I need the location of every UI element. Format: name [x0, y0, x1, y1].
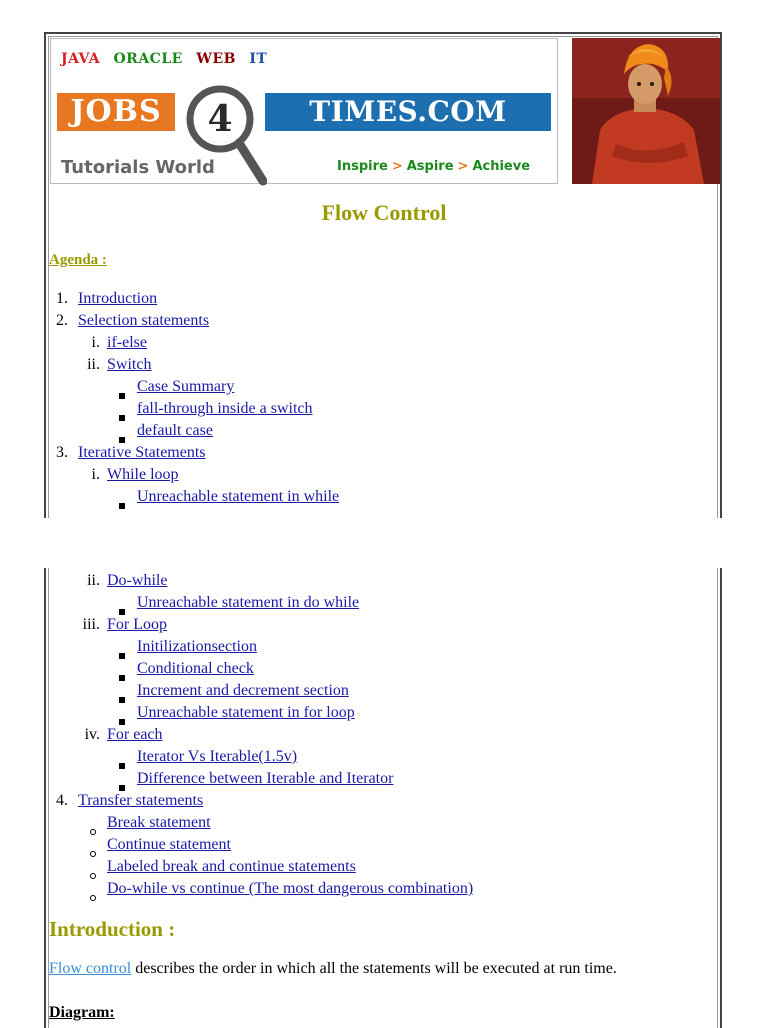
agenda-link-case-summary[interactable]: Case Summary: [137, 378, 235, 395]
tagline-tutorials-world: Tutorials World: [61, 157, 215, 178]
list-marker: i.: [91, 334, 100, 351]
square-bullet-icon: [119, 494, 125, 516]
square-bullet-icon: [119, 688, 125, 710]
page-title: Flow Control: [321, 200, 447, 225]
agenda-link-default-case[interactable]: default case: [137, 422, 213, 439]
agenda-link-switch[interactable]: Switch: [107, 356, 152, 373]
slogan-aspire: Aspire: [406, 159, 454, 174]
agenda-link-continue-statement[interactable]: Continue statement: [107, 836, 231, 853]
square-bullet-icon: [119, 666, 125, 688]
circle-bullet-icon: [90, 842, 96, 864]
agenda-link-unreachable-for[interactable]: Unreachable statement in for loop: [137, 704, 355, 721]
square-bullet-icon: [119, 406, 125, 428]
agenda-link-iterable-iterator-difference[interactable]: Difference between Iterable and Iterator: [137, 770, 394, 787]
agenda-link-initialization-section[interactable]: Initilizationsection: [137, 638, 257, 655]
list-marker: iii.: [82, 616, 100, 633]
agenda-link-while-loop[interactable]: While loop: [107, 466, 179, 483]
list-marker: iv.: [84, 726, 100, 743]
introduction-heading: Introduction :: [49, 917, 176, 941]
tech-web: WEB: [196, 51, 236, 67]
circle-bullet-icon: [90, 864, 96, 886]
tech-it: IT: [249, 51, 268, 67]
agenda-link-break-statement[interactable]: Break statement: [107, 814, 211, 831]
agenda-link-do-while[interactable]: Do-while: [107, 572, 168, 589]
agenda-link-if-else[interactable]: if-else: [107, 334, 147, 351]
slogan-separator: >: [457, 159, 469, 174]
list-marker: 4.: [56, 792, 68, 809]
circle-bullet-icon: [90, 886, 96, 908]
list-marker: 1.: [56, 290, 68, 307]
list-marker: ii.: [87, 356, 100, 373]
list-marker: ii.: [87, 572, 100, 589]
tech-oracle: ORACLE: [113, 51, 183, 67]
agenda-link-unreachable-while[interactable]: Unreachable statement in while: [137, 488, 340, 505]
square-bullet-icon: [119, 754, 125, 776]
list-marker: 3.: [56, 444, 68, 461]
flow-control-link[interactable]: Flow control: [49, 960, 132, 977]
agenda-link-unreachable-do-while[interactable]: Unreachable statement in do while: [137, 594, 360, 611]
agenda-link-increment-decrement[interactable]: Increment and decrement section: [137, 682, 349, 699]
slogan-inspire: Inspire: [337, 159, 388, 174]
site-banner: [50, 38, 558, 184]
logo-digit: 4: [207, 98, 233, 140]
square-bullet-icon: [119, 644, 125, 666]
logo-jobs: JOBS: [57, 93, 175, 131]
list-marker: 2.: [56, 312, 68, 329]
slogan-achieve: Achieve: [472, 159, 531, 174]
agenda-link-for-each[interactable]: For each: [107, 726, 163, 743]
diagram-label: Diagram:: [49, 1004, 115, 1021]
slogan-separator: >: [391, 159, 403, 174]
agenda-link-conditional-check[interactable]: Conditional check: [137, 660, 254, 677]
agenda-link-for-loop[interactable]: For Loop: [107, 616, 167, 633]
slogan: [337, 159, 530, 174]
introduction-text: describes the order in which all the statements will be executed at run time.: [131, 960, 617, 977]
circle-bullet-icon: [90, 820, 96, 842]
agenda-link-selection-statements[interactable]: Selection statements: [78, 312, 210, 329]
agenda-link-do-while-vs-continue[interactable]: Do-while vs continue (The most dangerous combination): [107, 880, 474, 897]
technology-list: [61, 51, 275, 67]
agenda-link-transfer-statements[interactable]: Transfer statements: [78, 792, 204, 809]
agenda-link-fall-through[interactable]: fall-through inside a switch: [137, 400, 313, 417]
introduction-paragraph: [49, 960, 617, 978]
tech-java: JAVA: [61, 51, 101, 67]
agenda-link-introduction[interactable]: Introduction: [78, 290, 158, 307]
agenda-link-iterator-vs-iterable[interactable]: Iterator Vs Iterable(1.5v): [137, 748, 298, 765]
agenda-link-iterative-statements[interactable]: Iterative Statements: [78, 444, 206, 461]
portrait-image: [572, 38, 720, 184]
agenda-heading: Agenda :: [49, 252, 107, 268]
square-bullet-icon: [119, 384, 125, 406]
agenda-link-labeled-break-continue[interactable]: Labeled break and continue statements: [107, 858, 356, 875]
list-marker: i.: [91, 466, 100, 483]
logo-times: TIMES.COM: [265, 93, 551, 131]
